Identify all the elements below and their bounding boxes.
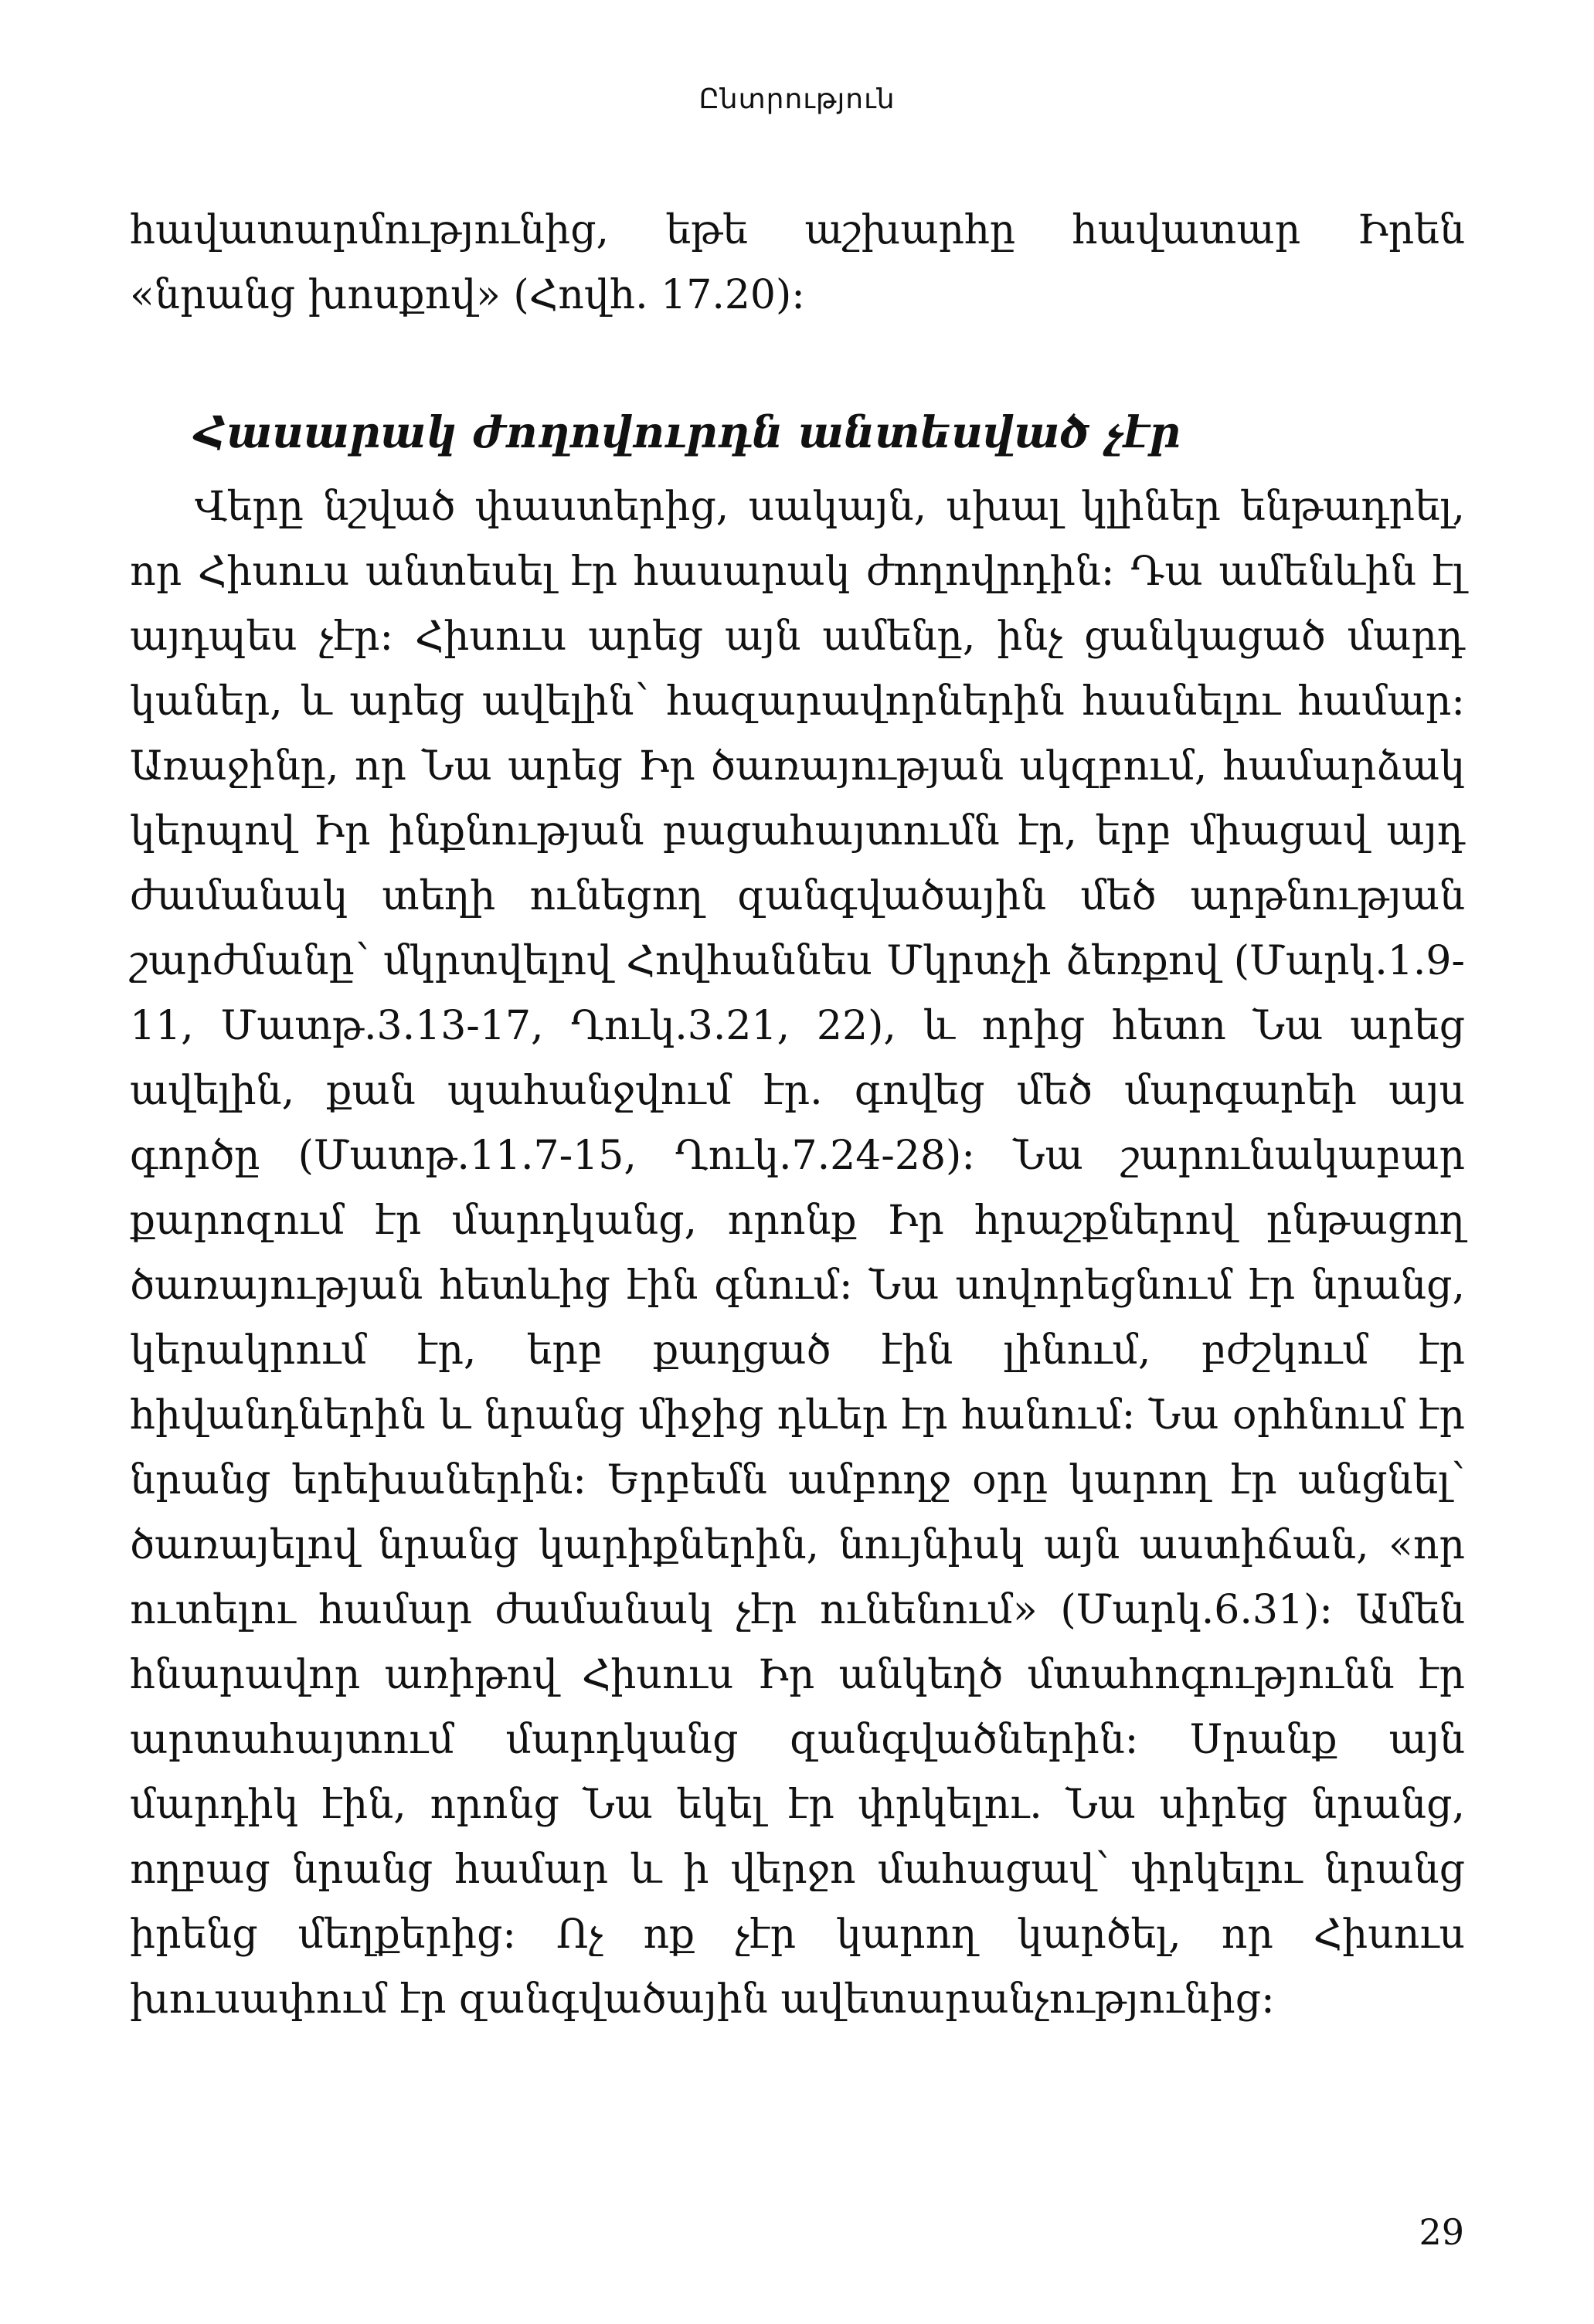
running-title: Ընտրություն — [698, 83, 896, 115]
body-paragraph: Վերը նշված փաստերից, սակայն, սխալ կլիներ ենթադրել, որ Հիսուս անտեսել էր հասարակ ժողովրդին։ Դա ամենևին էլ այդպես չէր։ Հիսուս արեց այն ամենը, ինչ ցանկացած մարդ կաներ, և արեց ավելին՝ հազարավորներին հասնելու համար։ Առաջինը, որ Նա արեց Իր ծառայության սկզբում, համարձակ կերպով Իր ինքնության բացահայտումն էր, երբ միացավ այդ ժամանակ տեղի ունեցող զանգվածային մեծ արթնության շարժմանը՝ մկրտվելով Հովհաննես Մկրտչի ձեռքով (Մարկ.1.9-11, Մատթ.3.13-17, Ղուկ.3.21, 22), և որից հետո Նա արեց ավելին, քան պահանջվում էր. գովեց մեծ մարգարեի այս գործը (Մատթ.11.7-15, Ղուկ.7.24-28)։ Նա շարունակաբար քարոզում էր մարդկանց, որոնք Իր հրաշքներով ընթացող ծառայության հետևից էին գնում։ Նա սովորեցնում էր նրանց, կերակրում էր, երբ քաղցած էին լինում, բժշկում էր հիվանդներին և նրանց միջից դևեր էր հանում։ Նա օրհնում էր նրանց երեխաներին։ Երբեմն ամբողջ օրը կարող էր անցնել՝ ծառայելով նրանց կարիքներին, նույնիսկ այն աստիճան, «որ ուտելու համար ժամանակ չէր ունենում» (Մարկ.6.31)։ Ամեն հնարավոր առիթով Հիսուս Իր անկեղծ մտահոգությունն էր արտահայտում մարդկանց զանգվածներին։ Սրանք այն մարդիկ էին, որոնց Նա եկել էր փրկելու. Նա սիրեց նրանց, ողբաց նրանց համար և ի վերջո մահացավ՝ փրկելու նրանց իրենց մեղքերից։ Ոչ ոք չէր կարող կարծել, որ Հիսուս խուսափում էր զանգվածային ավետարանչությունից։ — [130, 484, 1465, 2023]
page-number: 29 — [1419, 2211, 1464, 2253]
section-heading: Հասարակ ժողովուրդն անտեսված չէր — [195, 407, 1181, 458]
page-body — [130, 198, 1465, 2032]
continued-paragraph: հավատարմությունից, եթե աշխարհը հավատար Իրեն «նրանց խոսքով» (Հովh. 17.20)։ — [130, 207, 1465, 318]
